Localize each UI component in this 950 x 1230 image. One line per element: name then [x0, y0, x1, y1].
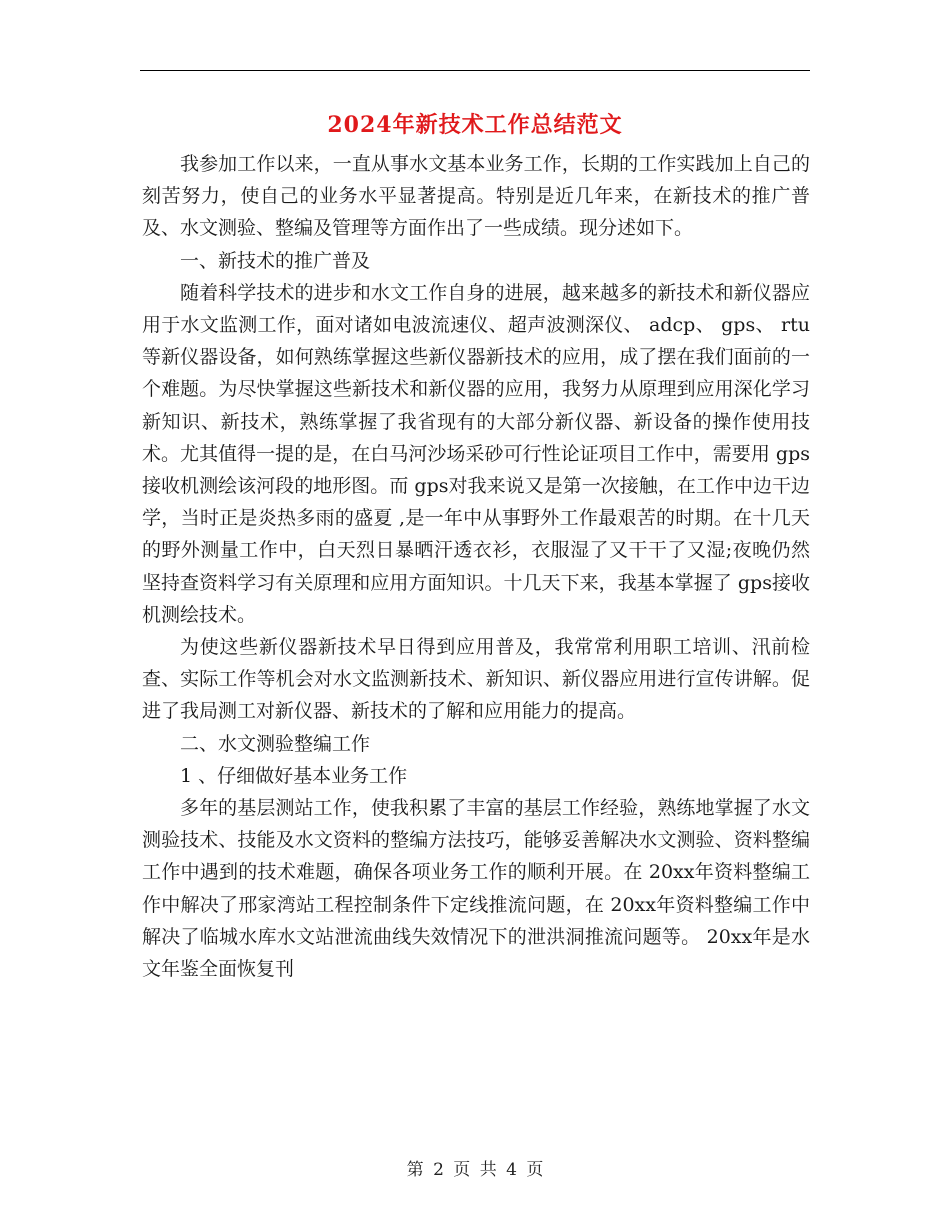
- paragraph-intro: 我参加工作以来，一直从事水文基本业务工作，长期的工作实践加上自己的刻苦努力，使自己的业务水平显著提高。特别是近几年来，在新技术的推广普及、水文测验、整编及管理等方面作出了一些成绩。现分述如下。: [142, 153, 810, 240]
- heading-subsection-1: 1 、仔细做好基本业务工作: [180, 764, 408, 787]
- heading-section-2: 二、水文测验整编工作: [180, 732, 371, 755]
- heading-section-1: 一、新技术的推广普及: [180, 249, 371, 272]
- header-rule: [140, 70, 810, 71]
- document-title: 2024年新技术工作总结范文: [327, 112, 623, 138]
- paragraph-new-tech: 随着科学技术的进步和水文工作自身的进展，越来越多的新技术和新仪器应用于水文监测工作，面对诸如电波流速仪、超声波测深仪、 adcp、 gps、 rtu等新仪器设备，如何熟练掌握这些新仪器新技术的应用，成了摆在我们面前的一个难题。为尽快掌握这些新技术和新仪器的应用，我努力从原理到应用深化学习新知识、新技术，熟练掌握了我省现有的大部分新仪器、新设备的操作使用技术。尤其值得一提的是，在白马河沙场采砂可行性论证项目工作中，需要用 gps接收机测绘该河段的地形图。而 gps对我来说又是第一次接触，在工作中边干边学，当时正是炎热多雨的盛夏 ,是一年中从事野外工作最艰苦的时期。在十几天的野外测量工作中，白天烈日暴晒汗透衣衫，衣服湿了又干干了又湿;夜晚仍然坚持查资料学习有关原理和应用方面知识。十几天下来，我基本掌握了 gps接收机测绘技术。: [142, 281, 810, 626]
- page-number: 第 2 页 共 4 页: [406, 1160, 544, 1180]
- document-body: [142, 148, 810, 985]
- paragraph-promotion: 为使这些新仪器新技术早日得到应用普及，我常常利用职工培训、汛前检查、实际工作等机会对水文监测新技术、新知识、新仪器应用进行宣传讲解。促进了我局测工对新仪器、新技术的了解和应用能力的提高。: [142, 636, 810, 723]
- paragraph-basic-work: 多年的基层测站工作，使我积累了丰富的基层工作经验，熟练地掌握了水文测验技术、技能及水文资料的整编方法技巧，能够妥善解决水文测验、资料整编工作中遇到的技术难题，确保各项业务工作的顺利开展。在 20xx年资料整编工作中解决了邢家湾站工程控制条件下定线推流问题，在 20xx年资料整编工作中解决了临城水库水文站泄流曲线失效情况下的泄洪洞推流问题等。 20xx年是水文年鉴全面恢复刊: [142, 797, 810, 981]
